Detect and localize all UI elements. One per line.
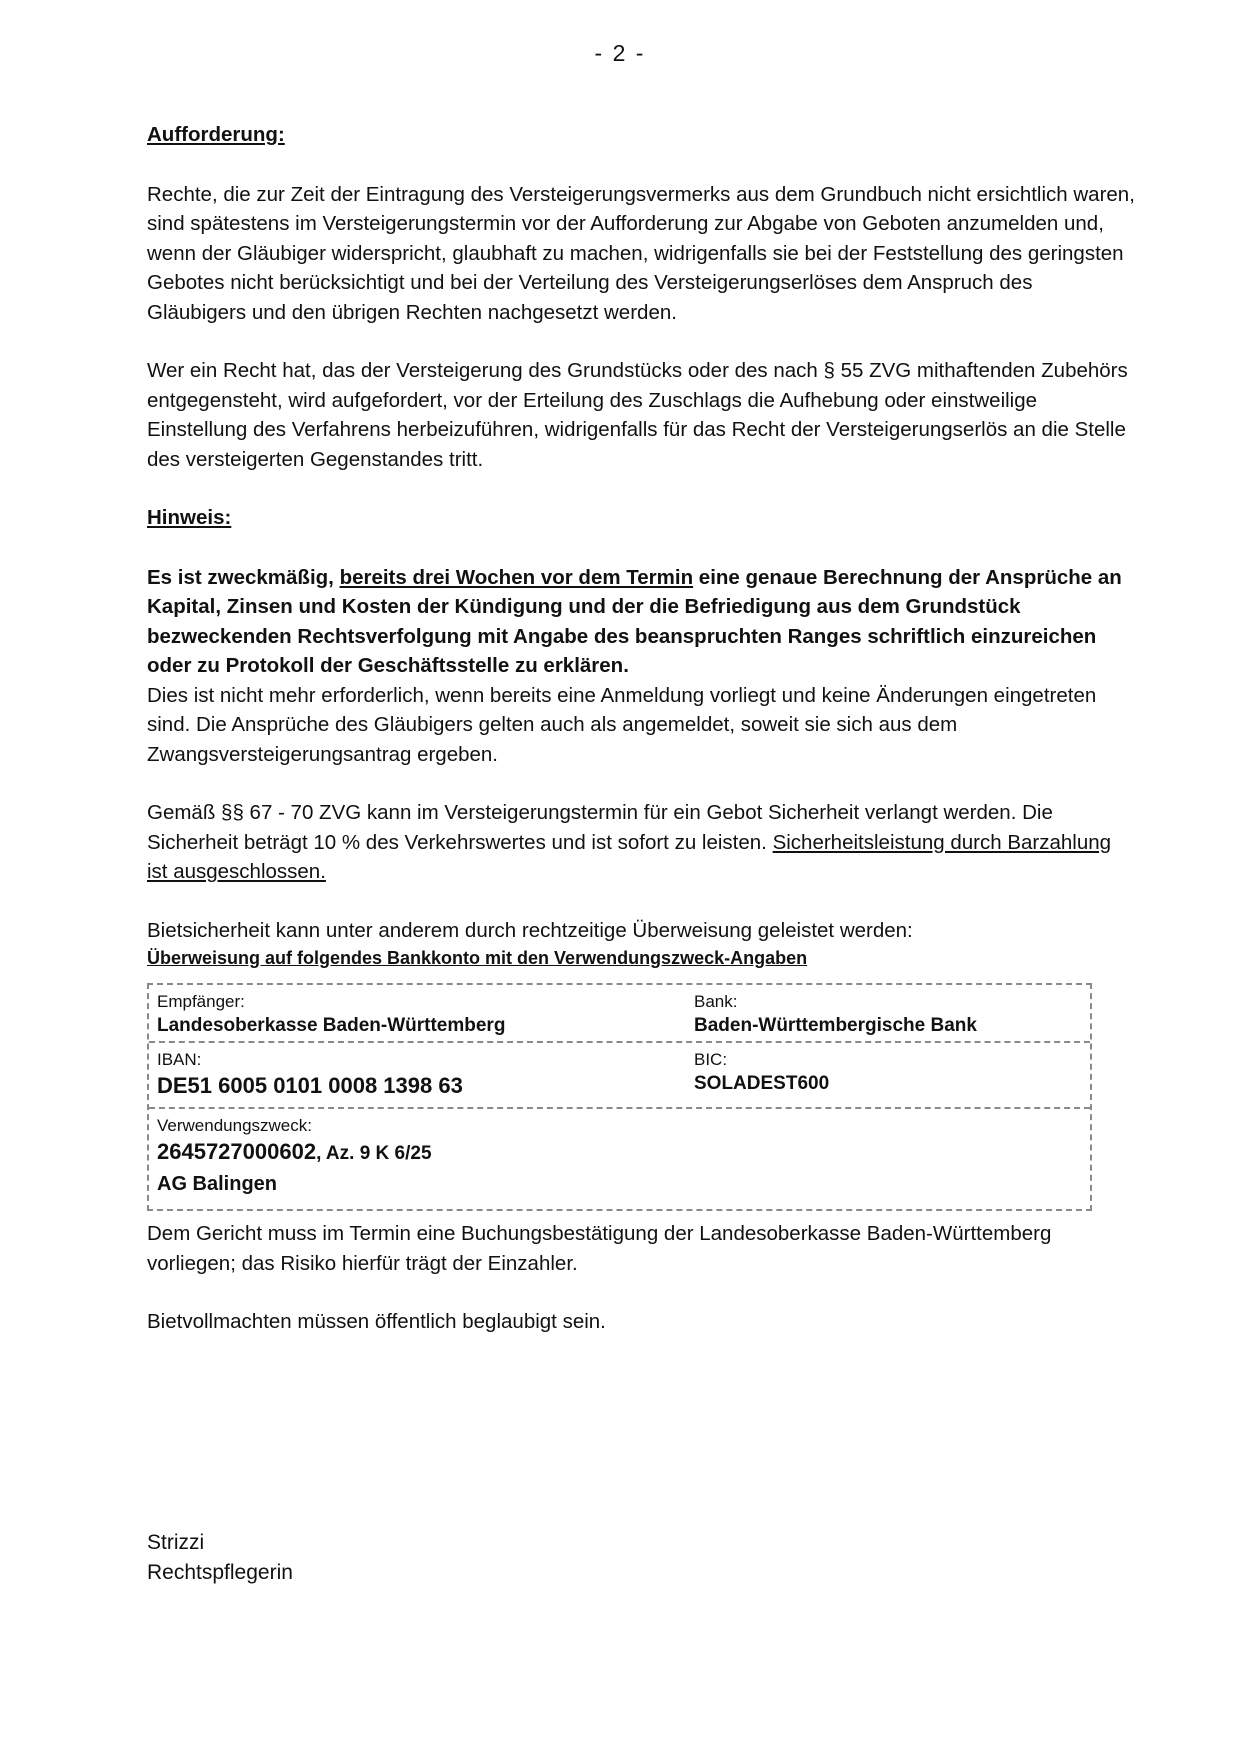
signature-role: Rechtspflegerin (147, 1561, 293, 1584)
hinweis-deadline: bereits drei Wochen vor dem Termin (339, 565, 694, 589)
verwendungszweck-label: Verwendungszweck: (157, 1116, 312, 1135)
document-body (147, 120, 1137, 1366)
verwendungszweck-aktenzeichen: , Az. 9 K 6/25 (316, 1143, 432, 1164)
hinweis-block (147, 563, 1137, 770)
verwendungszweck-cell (157, 1115, 432, 1199)
sicherheit-barzahlung: Sicherheitsleistung durch Barzahlung ist ausgeschlossen. (147, 830, 1112, 883)
bank-cell (694, 991, 977, 1039)
signature-block (147, 1528, 293, 1588)
bic-label: BIC: (694, 1050, 728, 1069)
aufforderung-paragraph-1: Rechte, die zur Zeit der Eintragung des Versteigerungsvermerks aus dem Grundbuch nicht ersichtlich waren, sind spätestens im Versteigerungstermin vor der Aufforderung zur Abgabe von Geboten anzumelden und, wenn der Gläubiger widerspricht, glaubhaft zu machen, widrigenfalls sie bei der Feststellung des geringsten Gebotes nicht berücksichtigt und bei der Verteilung des Versteigerungserlöses dem Anspruch des Gläubigers und den übrigen Rechten nachgesetzt werden. (147, 182, 1135, 324)
bank-intro: Bietsicherheit kann unter anderem durch rechtzeitige Überweisung geleistet werden: (147, 918, 913, 942)
hinweis-bold-paragraph (147, 563, 1137, 681)
vollmacht-paragraph: Bietvollmachten müssen öffentlich beglaubigt sein. (147, 1310, 606, 1333)
sicherheit-text: Gemäß §§ 67 - 70 ZVG kann im Versteigerungstermin für ein Gebot Sicherheit verlangt werden. Die Sicherheit beträgt 10 % des Verkehrswertes und ist sofort zu leisten. (147, 801, 1053, 854)
hinweis-bold-start: Es ist zweckmäßig, (147, 565, 340, 589)
iban-value: DE51 6005 0101 0008 1398 63 (157, 1073, 463, 1098)
iban-cell (157, 1049, 463, 1101)
bic-value: SOLADEST600 (694, 1073, 830, 1094)
empfaenger-cell (157, 991, 505, 1039)
page-number: - 2 - (594, 40, 646, 66)
bank-label: Bank: (694, 992, 738, 1011)
bank-value: Baden-Württembergische Bank (694, 1015, 977, 1036)
hinweis-heading: Hinweis: (147, 506, 232, 529)
iban-label: IBAN: (157, 1050, 202, 1069)
bank-details-box (147, 983, 1092, 1211)
empfaenger-value: Landesoberkasse Baden-Württemberg (157, 1015, 506, 1036)
bank-subheading: Überweisung auf folgendes Bankkonto mit den Verwendungszweck-Angaben (147, 948, 808, 968)
buchung-paragraph: Dem Gericht muss im Termin eine Buchungsbestätigung der Landesoberkasse Baden-Württemberg vorliegen; das Risiko hierfür trägt der Einzahler. (147, 1222, 1052, 1275)
sicherheit-paragraph (147, 798, 1137, 887)
hinweis-bold-rest: eine genaue Berechnung der Ansprüche an Kapital, Zinsen und Kosten der Kündigung und der die Befriedigung aus dem Grundstück bezweckenden Rechtsverfolgung mit Angabe des beanspruchten Ranges schriftlich einzureichen oder zu Protokoll der Geschäftsstelle zu erklären. (147, 565, 1122, 677)
bic-cell (694, 1049, 829, 1097)
aufforderung-paragraph-2: Wer ein Recht hat, das der Versteigerung des Grundstücks oder des nach § 55 ZVG mithaftenden Zubehörs entgegensteht, wird aufgefordert, vor der Erteilung des Zuschlags die Aufhebung oder einstweilige Einstellung des Verfahrens herbeizuführen, widrigenfalls für das Recht der Versteigerungserlös an die Stelle des versteigerten Gegenstandes tritt. (147, 359, 1128, 471)
hinweis-paragraph: Dies ist nicht mehr erforderlich, wenn bereits eine Anmeldung vorliegt und keine Änderungen eingetreten sind. Die Ansprüche des Gläubigers gelten auch als angemeldet, soweit sie sich aus dem Zwangsversteigerungsantrag ergeben. (147, 683, 1097, 766)
empfaenger-label: Empfänger: (157, 992, 245, 1011)
bank-box-divider (149, 1041, 1090, 1043)
signature-name: Strizzi (147, 1531, 205, 1554)
verwendungszweck-reference (157, 1137, 432, 1169)
aufforderung-heading: Aufforderung: (147, 123, 285, 146)
bank-box-divider (149, 1107, 1090, 1109)
verwendungszweck-court: AG Balingen (157, 1173, 278, 1195)
verwendungszweck-number: 2645727000602 (157, 1139, 317, 1164)
